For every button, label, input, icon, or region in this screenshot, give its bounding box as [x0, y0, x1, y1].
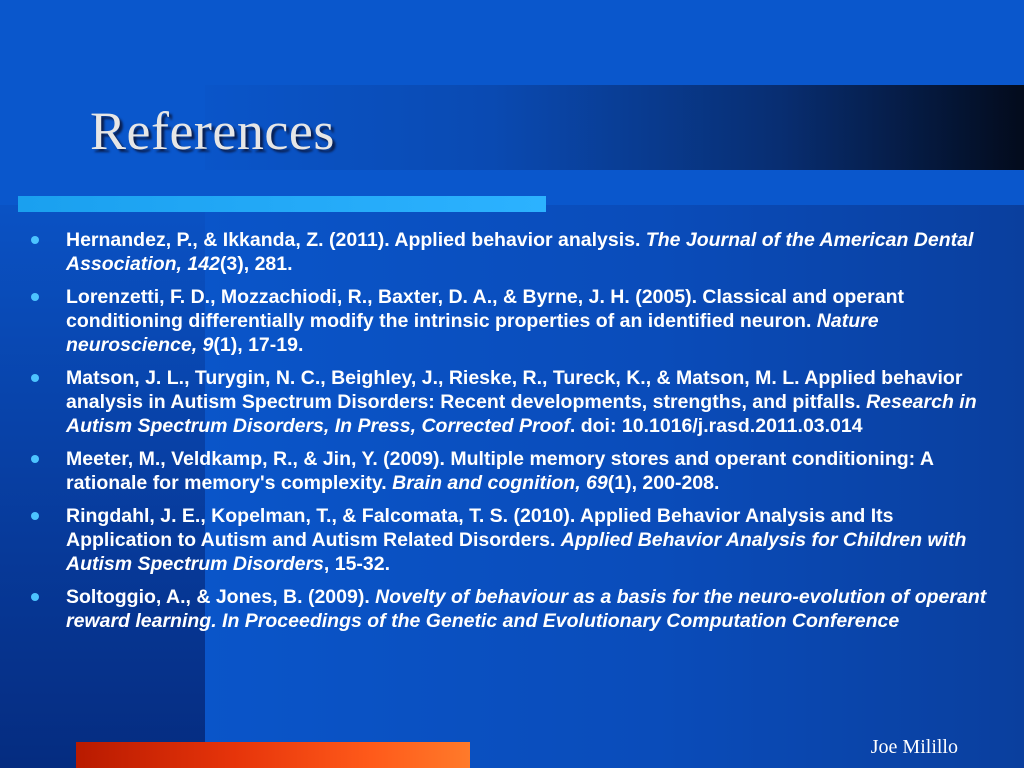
- reference-item: [28, 504, 996, 576]
- reference-source: Novelty of behaviour as a basis for the neuro-evolution of operant reward learning. In Proceedings of the Genetic and Evolutionary Computation Conference: [66, 586, 987, 632]
- bottom-accent-bar: [76, 742, 470, 768]
- reference-details: (3), 281.: [219, 253, 293, 275]
- reference-source: Nature neuroscience, 9: [66, 310, 879, 356]
- reference-source: Applied Behavior Analysis for Children with Autism Spectrum Disorders: [66, 529, 967, 575]
- reference-details: . doi: 10.1016/j.rasd.2011.03.014: [569, 415, 863, 437]
- reference-details: , 15-32.: [323, 553, 391, 575]
- reference-item: [28, 447, 996, 495]
- reference-item: [28, 285, 996, 357]
- accent-bar: [18, 196, 546, 212]
- bullet-icon: [31, 374, 39, 382]
- reference-list: [28, 228, 996, 642]
- reference-source: Brain and cognition, 69: [392, 472, 608, 494]
- slide-title: References: [90, 101, 335, 161]
- reference-text: Hernandez, P., & Ikkanda, Z. (2011). Applied behavior analysis.: [66, 229, 646, 251]
- reference-item: [28, 366, 996, 438]
- reference-text: Lorenzetti, F. D., Mozzachiodi, R., Baxter, D. A., & Byrne, J. H. (2005). Classical and operant conditioning differentially modify the intrinsic properties of an identified neuron.: [66, 286, 904, 332]
- bullet-icon: [31, 593, 39, 601]
- reference-text: Matson, J. L., Turygin, N. C., Beighley, J., Rieske, R., Tureck, K., & Matson, M. L. Applied behavior analysis in Autism Spectrum Disorders: Recent developments, strengths, and pitfalls.: [66, 367, 963, 413]
- reference-details: (1), 200-208.: [607, 472, 720, 494]
- bullet-icon: [31, 236, 39, 244]
- reference-text: Ringdahl, J. E., Kopelman, T., & Falcomata, T. S. (2010). Applied Behavior Analysis and Its Application to Autism and Autism Related Disorders.: [66, 505, 894, 551]
- bullet-icon: [31, 512, 39, 520]
- reference-text: Meeter, M., Veldkamp, R., & Jin, Y. (2009). Multiple memory stores and operant conditioning: A rationale for memory's complexity.: [66, 448, 934, 494]
- footer-author: Joe Milillo: [870, 736, 958, 758]
- reference-item: [28, 585, 996, 633]
- reference-text: Soltoggio, A., & Jones, B. (2009).: [66, 586, 376, 608]
- bullet-icon: [31, 455, 39, 463]
- reference-details: (1), 17-19.: [213, 334, 304, 356]
- reference-item: [28, 228, 996, 276]
- reference-source: The Journal of the American Dental Association, 142: [66, 229, 974, 275]
- reference-source: Research in Autism Spectrum Disorders, In Press, Corrected Proof: [66, 391, 977, 437]
- bullet-icon: [31, 293, 39, 301]
